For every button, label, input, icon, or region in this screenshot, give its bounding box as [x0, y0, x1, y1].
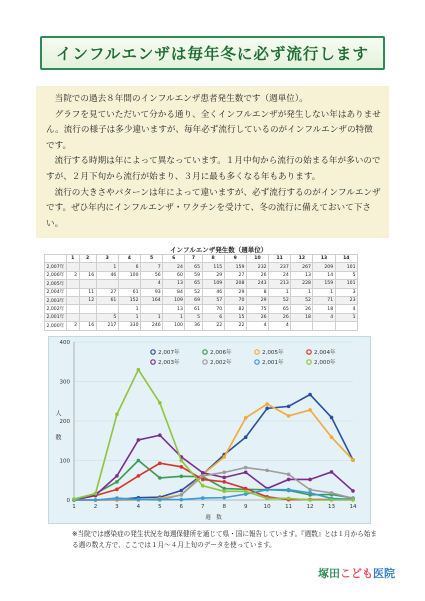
data-point — [137, 498, 141, 502]
table-cell: 8 — [246, 288, 268, 296]
table-cell: 232 — [246, 263, 268, 271]
x-tick-label: 9 — [243, 504, 248, 510]
table-cell: 24 — [163, 263, 185, 271]
table-cell: 52 — [269, 296, 291, 304]
table-cell — [313, 322, 335, 330]
table-row-label: 2,006年 — [45, 271, 67, 279]
data-point — [115, 412, 119, 416]
table-row — [45, 322, 358, 330]
table-cell: 11 — [79, 288, 96, 296]
legend-label: 2,003年 — [158, 360, 180, 366]
table-cell: 24 — [269, 271, 291, 279]
legend-label: 2,005年 — [262, 350, 284, 356]
data-point — [180, 459, 184, 463]
footnote: ※当院では感染症の発生状況を毎週保健所を通じて県・国に報告しています。『週数』とは１月から始まる週の数え方で、ここでは１月～４月上旬のデータを使っています。 — [72, 530, 378, 549]
table-cell: 213 — [269, 280, 291, 288]
table-cell: 82 — [224, 305, 246, 313]
data-point — [287, 473, 291, 477]
data-point — [265, 469, 269, 473]
table-cell: 26 — [246, 271, 268, 279]
intro-paragraph: 流行する時期は年によって異なっています。１月中旬から流行の始まる年が多いのですが、２月下旬から流行が始まり、３月に最も多くなる年もあります。 — [46, 156, 381, 182]
y-axis-label: 人 数 — [54, 410, 61, 446]
table-cell: 2 — [67, 322, 80, 330]
table-row — [45, 305, 358, 313]
table-corner — [45, 255, 67, 263]
table-cell: 16 — [79, 271, 96, 279]
table-cell: 6 — [118, 263, 140, 271]
table-cell: 1 — [118, 305, 140, 313]
table-column-header: 5 — [141, 255, 163, 263]
data-point — [330, 491, 334, 495]
table-cell: 209 — [313, 263, 335, 271]
data-point — [265, 488, 269, 492]
table-cell: 109 — [202, 280, 224, 288]
table-row-label: 2,001年 — [45, 313, 67, 321]
table-column-header: 6 — [163, 255, 185, 263]
table-cell: 12 — [79, 296, 96, 304]
table-cell: 159 — [224, 263, 246, 271]
data-point — [308, 491, 312, 495]
table-cell: 22 — [202, 322, 224, 330]
table-cell: 228 — [291, 280, 313, 288]
intro-text-box — [36, 86, 389, 238]
intro-paragraph: グラフを見ていただいて分かる通り、全くインフルエンザが発生しない年はありません。流行の様子は多少違いますが、毎年必ず流行しているのがインフルエンザの特徴です。 — [46, 109, 381, 151]
data-point — [180, 493, 184, 497]
table-column-header: 3 — [96, 255, 118, 263]
table-cell: 70 — [224, 296, 246, 304]
legend-marker — [307, 350, 311, 354]
page-title: インフルエンザは毎年冬に必ず流行します — [56, 45, 369, 63]
data-point — [115, 496, 119, 500]
table-cell: 29 — [202, 271, 224, 279]
x-tick-label: 4 — [136, 504, 141, 510]
data-point — [222, 476, 226, 480]
data-point — [244, 466, 248, 470]
table-cell: 4 — [335, 305, 357, 313]
data-point — [201, 474, 205, 478]
data-point — [222, 496, 226, 500]
table-row-label: 2,003年 — [45, 296, 67, 304]
table-cell: 4 — [246, 322, 268, 330]
table-row — [45, 271, 358, 279]
table-cell: 7 — [141, 263, 163, 271]
data-point — [330, 470, 334, 474]
data-point — [72, 497, 76, 501]
table-column-header: 2 — [79, 255, 96, 263]
x-tick-label: 8 — [222, 504, 226, 510]
legend-marker — [151, 350, 155, 354]
x-axis-label: 週 数 — [205, 515, 222, 521]
data-point — [351, 458, 355, 462]
table-cell: 4 — [141, 280, 163, 288]
data-point — [308, 408, 312, 412]
table-cell: 26 — [246, 313, 268, 321]
data-point — [222, 471, 226, 475]
table-cell: 330 — [118, 322, 140, 330]
table-cell: 2 — [67, 271, 80, 279]
data-point — [287, 405, 291, 409]
data-point — [201, 484, 205, 488]
table-cell: 13 — [163, 280, 185, 288]
legend-label: 2,000年 — [314, 360, 336, 366]
table-cell: 14 — [313, 271, 335, 279]
table-column-header: 12 — [291, 255, 313, 263]
table-cell — [67, 263, 80, 271]
data-point — [287, 414, 291, 418]
data-point — [137, 368, 141, 372]
data-point — [158, 476, 162, 480]
table-cell: 237 — [269, 263, 291, 271]
table-cell — [335, 322, 357, 330]
y-tick-label: 300 — [59, 379, 70, 386]
data-point — [265, 407, 269, 411]
table-row-label: 2,000年 — [45, 322, 67, 330]
table-cell: 65 — [185, 263, 202, 271]
table-cell: 1 — [269, 288, 291, 296]
table-column-header: 11 — [269, 255, 291, 263]
table-cell: 26 — [291, 305, 313, 313]
x-tick-label: 12 — [306, 504, 314, 510]
table-cell: 5 — [335, 271, 357, 279]
y-tick-label: 0 — [66, 498, 70, 504]
table-cell: 16 — [79, 322, 96, 330]
table-cell: 75 — [246, 305, 268, 313]
table-cell — [67, 313, 80, 321]
table-cell: 243 — [246, 280, 268, 288]
table-cell: 71 — [313, 296, 335, 304]
line-chart — [48, 336, 371, 524]
table-cell: 29 — [224, 288, 246, 296]
table-cell: 61 — [118, 288, 140, 296]
data-point — [244, 416, 248, 420]
table-cell — [96, 305, 118, 313]
table-cell — [79, 305, 96, 313]
legend-label: 2,006年 — [210, 350, 232, 356]
data-point — [330, 498, 334, 502]
legend-label: 2,001年 — [262, 360, 284, 366]
table-cell: 115 — [202, 263, 224, 271]
data-point — [180, 465, 184, 469]
data-point — [180, 489, 184, 493]
table-cell: 159 — [313, 280, 335, 288]
x-tick-label: 5 — [158, 504, 162, 510]
data-point — [308, 498, 312, 502]
table-column-header: 4 — [118, 255, 140, 263]
table-cell: 101 — [335, 280, 357, 288]
table-column-header: 1 — [67, 255, 80, 263]
table-row-label: 2,005年 — [45, 280, 67, 288]
y-tick-label: 200 — [59, 419, 70, 425]
table-cell — [141, 305, 163, 313]
table-cell: 29 — [246, 296, 268, 304]
table-cell: 59 — [185, 271, 202, 279]
table-cell: 60 — [163, 271, 185, 279]
table-cell: 46 — [96, 271, 118, 279]
table-cell: 13 — [163, 305, 185, 313]
legend-label: 2,004年 — [314, 350, 336, 356]
table-cell: 23 — [335, 296, 357, 304]
data-point — [287, 497, 291, 501]
table-row — [45, 313, 358, 321]
data-point — [201, 496, 205, 500]
table-cell: 46 — [202, 288, 224, 296]
data-point — [287, 478, 291, 482]
data-point — [222, 490, 226, 494]
data-point — [94, 498, 98, 502]
table-cell: 217 — [96, 322, 118, 330]
data-point — [158, 433, 162, 437]
table-cell: 1 — [313, 288, 335, 296]
table-cell: 4 — [313, 313, 335, 321]
data-point — [94, 492, 98, 496]
table-cell: 52 — [291, 296, 313, 304]
table-cell — [79, 313, 96, 321]
table-cell — [118, 280, 140, 288]
table-column-header: 7 — [185, 255, 202, 263]
table-cell — [79, 280, 96, 288]
data-point — [244, 435, 248, 439]
data-point — [201, 471, 205, 475]
data-point — [308, 393, 312, 397]
table-cell: 246 — [141, 322, 163, 330]
table-header-row — [45, 255, 358, 263]
x-tick-label: 6 — [179, 504, 184, 510]
x-tick-label: 2 — [93, 504, 98, 510]
table-cell: 70 — [202, 305, 224, 313]
table-cell: 18 — [291, 313, 313, 321]
x-tick-label: 13 — [328, 504, 336, 510]
table-cell: 152 — [118, 296, 140, 304]
data-point — [201, 478, 205, 482]
table-cell: 36 — [185, 322, 202, 330]
table-title: インフルエンザ発生数（週単位） — [170, 246, 268, 254]
legend-label: 2,007年 — [158, 350, 180, 356]
legend-marker — [255, 360, 259, 364]
table-cell: 100 — [118, 271, 140, 279]
legend-marker — [307, 360, 311, 364]
table-row — [45, 263, 358, 271]
data-table — [44, 254, 358, 331]
table-cell: 5 — [96, 313, 118, 321]
table-cell: 100 — [163, 322, 185, 330]
data-point — [180, 475, 184, 479]
table-cell: 22 — [224, 322, 246, 330]
table-cell: 1 — [118, 313, 140, 321]
table-cell: 18 — [313, 305, 335, 313]
table-cell: 1 — [163, 313, 185, 321]
data-point — [180, 498, 184, 502]
data-point — [115, 480, 119, 484]
x-tick-label: 14 — [349, 504, 357, 510]
intro-paragraph: 当院での過去８年間のインフルエンザ患者発生数です（週単位）。 — [54, 94, 308, 104]
data-point — [137, 459, 141, 463]
table-cell — [96, 280, 118, 288]
table-cell: 52 — [185, 288, 202, 296]
data-point — [222, 480, 226, 484]
data-point — [287, 488, 291, 492]
intro-paragraph: 流行の大きさやパターンは年によって違いますが、必ず流行するのがインフルエンザです。ぜひ年内にインフルエンザ・ワクチンを受けて、冬の流行に備えておいて下さい。 — [46, 187, 381, 229]
table-cell: 13 — [291, 271, 313, 279]
y-tick-label: 100 — [59, 458, 70, 465]
data-point — [330, 435, 334, 439]
table-column-header: 9 — [224, 255, 246, 263]
table-cell: 1 — [141, 313, 163, 321]
table-cell: 4 — [269, 322, 291, 330]
table-cell: 15 — [224, 313, 246, 321]
table-body — [45, 263, 358, 330]
table-cell — [67, 280, 80, 288]
data-point — [330, 416, 334, 420]
table-cell: 3 — [335, 288, 357, 296]
data-point — [265, 497, 269, 501]
data-point — [351, 489, 355, 493]
data-point — [158, 498, 162, 502]
table-column-header: 10 — [246, 255, 268, 263]
data-point — [351, 498, 355, 502]
table-row-label: 2,007年 — [45, 263, 67, 271]
legend-marker — [151, 360, 155, 364]
table-cell — [67, 305, 80, 313]
table-cell: 1 — [335, 313, 357, 321]
x-tick-label: 11 — [285, 504, 293, 510]
table-cell — [79, 263, 96, 271]
table-column-header: 8 — [202, 255, 224, 263]
x-tick-label: 10 — [263, 504, 271, 510]
table-cell: 164 — [141, 296, 163, 304]
data-point — [265, 402, 269, 406]
table-cell: 69 — [185, 296, 202, 304]
table-cell — [67, 288, 80, 296]
legend-marker — [203, 360, 207, 364]
legend-marker — [203, 350, 207, 354]
table-cell: 26 — [269, 313, 291, 321]
table-cell — [291, 322, 313, 330]
table-cell: 109 — [163, 296, 185, 304]
table-cell: 6 — [202, 313, 224, 321]
table-cell: 61 — [185, 305, 202, 313]
data-point — [308, 478, 312, 482]
table-row — [45, 288, 358, 296]
x-tick-label: 7 — [201, 504, 205, 510]
title-banner — [40, 36, 385, 70]
table-cell: 57 — [202, 296, 224, 304]
table-cell: 65 — [185, 280, 202, 288]
logo-part: こども — [340, 567, 373, 580]
x-tick-label: 3 — [115, 504, 119, 510]
table-cell: 208 — [224, 280, 246, 288]
table-cell: 65 — [269, 305, 291, 313]
x-tick-label: 1 — [72, 504, 76, 510]
table-cell: 5 — [185, 313, 202, 321]
data-point — [158, 461, 162, 465]
table-cell: 61 — [96, 296, 118, 304]
table-cell: 27 — [96, 288, 118, 296]
table-column-header: 13 — [313, 255, 335, 263]
data-point — [244, 490, 248, 494]
table-row-label: 2,004年 — [45, 288, 67, 296]
table-row-label: 2,002年 — [45, 305, 67, 313]
data-point — [115, 488, 119, 492]
data-point — [158, 401, 162, 405]
data-point — [222, 455, 226, 459]
legend-marker — [255, 350, 259, 354]
data-point — [137, 438, 141, 442]
table-cell: 27 — [224, 271, 246, 279]
y-tick-label: 400 — [59, 340, 70, 346]
table-row — [45, 280, 358, 288]
table-row — [45, 296, 358, 304]
data-point — [115, 474, 119, 478]
table-cell — [67, 296, 80, 304]
table-cell: 1 — [291, 288, 313, 296]
data-point — [244, 471, 248, 475]
table-cell: 267 — [291, 263, 313, 271]
table-column-header: 14 — [335, 255, 357, 263]
logo-part: 医院 — [373, 567, 395, 580]
table-cell: 101 — [335, 263, 357, 271]
table-cell: 1 — [96, 263, 118, 271]
logo-part: 塚田 — [318, 567, 340, 580]
table-cell: 56 — [141, 271, 163, 279]
data-point — [137, 474, 141, 478]
data-point — [308, 488, 312, 492]
table-cell: 84 — [163, 288, 185, 296]
table-cell: 93 — [141, 288, 163, 296]
clinic-logo — [318, 565, 395, 581]
legend-label: 2,002年 — [210, 360, 232, 366]
